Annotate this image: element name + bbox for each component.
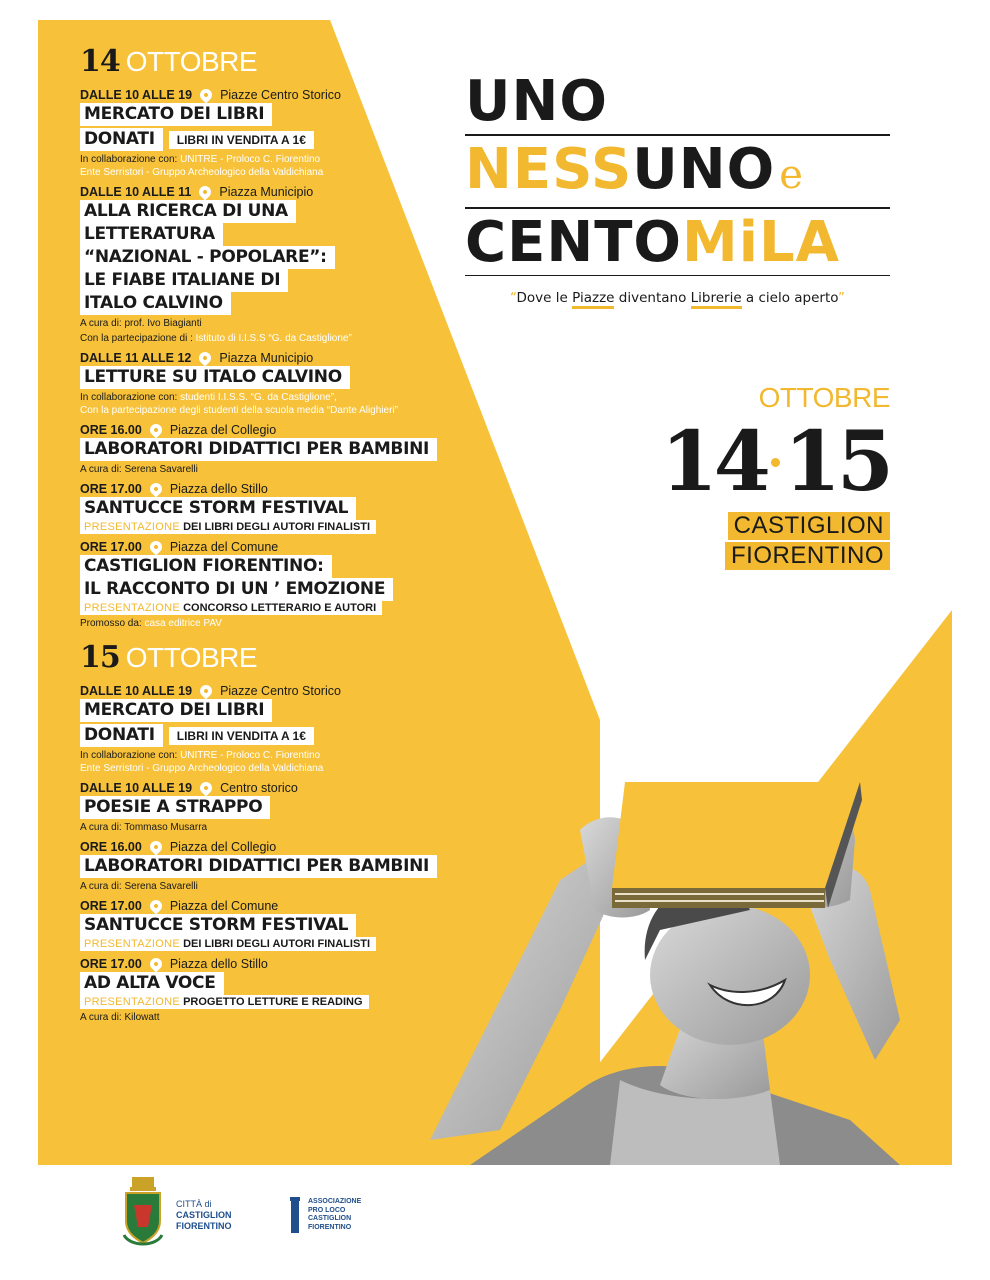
location-pin-icon xyxy=(198,780,215,797)
divider xyxy=(465,207,890,209)
location-pin-icon xyxy=(147,422,164,439)
event-title: POESIE A STRAPPO xyxy=(80,796,270,819)
event-place: Piazza Municipio xyxy=(219,185,314,199)
city-crest-icon xyxy=(120,1175,166,1255)
day-heading-15 xyxy=(80,640,600,675)
presentation-line: PRESENTAZIONE DEI LIBRI DEGLI AUTORI FINALISTI xyxy=(80,520,376,534)
event-santucce-14 xyxy=(80,481,600,534)
event-laboratori-15 xyxy=(80,839,600,893)
event-credit: In collaborazione con: UNITRE - Proloco C. Fiorentino Ente Serristori - Gruppo Archeologico della Valdichiana xyxy=(80,750,324,774)
divider xyxy=(465,275,890,276)
event-poesie-strappo xyxy=(80,780,600,834)
event-credit: A cura di: Tommaso Musarra xyxy=(80,822,208,833)
location-pin-icon xyxy=(197,184,214,201)
location-pin-icon xyxy=(147,898,164,915)
city-logo xyxy=(120,1175,232,1255)
event-title: ALLA RICERCA DI UNA xyxy=(80,200,296,223)
event-place: Piazze Centro Storico xyxy=(220,684,341,698)
event-place: Piazza Municipio xyxy=(219,351,314,365)
event-title: LETTURE SU ITALO CALVINO xyxy=(80,366,350,389)
event-title: SANTUCCE STORM FESTIVAL xyxy=(80,914,356,937)
event-time: DALLE 11 ALLE 12 xyxy=(80,351,192,365)
event-title: CASTIGLION FIORENTINO: xyxy=(80,555,332,578)
event-laboratori-14 xyxy=(80,422,600,476)
event-place: Piazza del Collegio xyxy=(169,423,277,437)
presentation-line: PRESENTAZIONE PROGETTO LETTURE E READING xyxy=(80,995,369,1009)
tower-icon xyxy=(288,1195,302,1235)
event-time: ORE 16.00 xyxy=(80,423,142,437)
event-time: ORE 17.00 xyxy=(80,899,142,913)
town-name: FIORENTINO xyxy=(725,542,890,570)
price-tag: LIBRI IN VENDITA A 1€ xyxy=(169,727,314,745)
divider xyxy=(465,134,890,136)
event-title: AD ALTA VOCE xyxy=(80,972,224,995)
proloco-logo-text: ASSOCIAZIONE PRO LOCO CASTIGLION FIORENTINO xyxy=(308,1198,362,1231)
event-place: Piazza dello Stillo xyxy=(169,482,268,496)
event-place: Centro storico xyxy=(220,781,298,795)
event-place: Piazza dello Stillo xyxy=(169,957,268,971)
date-block xyxy=(640,382,890,570)
day-number: 15 xyxy=(80,640,120,675)
event-title: “NAZIONAL - POPOLARE”: xyxy=(80,246,335,269)
event-title: IL RACCONTO DI UN ’ EMOZIONE xyxy=(80,578,393,601)
event-time: ORE 17.00 xyxy=(80,540,142,554)
date-month: OTTOBRE xyxy=(758,382,890,413)
event-title: MERCATO DEI LIBRI xyxy=(80,103,272,126)
day-month: OTTOBRE xyxy=(125,642,258,673)
location-pin-icon xyxy=(147,539,164,556)
city-logo-text: CITTÀ di CASTIGLION FIORENTINO xyxy=(176,1198,232,1231)
event-credit: A cura di: Kilowatt xyxy=(80,1012,160,1023)
event-time: ORE 17.00 xyxy=(80,957,142,971)
event-title: MERCATO DEI LIBRI xyxy=(80,699,272,722)
presentation-line: PRESENTAZIONE DEI LIBRI DEGLI AUTORI FINALISTI xyxy=(80,937,376,951)
event-letture-calvino xyxy=(80,350,600,417)
location-pin-icon xyxy=(147,839,164,856)
event-title: LABORATORI DIDATTICI PER BAMBINI xyxy=(80,855,437,878)
location-pin-icon xyxy=(147,956,164,973)
event-title: LE FIABE ITALIANE DI xyxy=(80,269,288,292)
festival-title xyxy=(465,69,895,306)
event-time: DALLE 10 ALLE 19 xyxy=(80,88,193,102)
location-pin-icon xyxy=(198,683,215,700)
event-place: Piazze Centro Storico xyxy=(220,88,341,102)
title-line-2: NESSUNO e xyxy=(465,137,804,202)
event-place: Piazza del Comune xyxy=(169,899,279,913)
event-racconto-emozione xyxy=(80,539,600,630)
event-credit: A cura di: Serena Savarelli xyxy=(80,464,198,475)
event-santucce-15 xyxy=(80,898,600,951)
location-pin-icon xyxy=(198,87,215,104)
event-credit: In collaborazione con: studenti I.I.S.S. “G. da Castiglione”, Con la partecipazione degli studenti della scuola media “Dante Alighieri” xyxy=(80,392,398,416)
event-time: DALLE 10 ALLE 11 xyxy=(80,185,192,199)
event-title-cont: DONATI xyxy=(80,724,163,747)
event-title: SANTUCCE STORM FESTIVAL xyxy=(80,497,356,520)
event-place: Piazza del Comune xyxy=(169,540,279,554)
event-credit: Promosso da: casa editrice PAV xyxy=(80,618,222,629)
title-line-1: UNO xyxy=(465,69,608,134)
event-place: Piazza del Collegio xyxy=(169,840,277,854)
event-time: ORE 17.00 xyxy=(80,482,142,496)
event-title: ITALO CALVINO xyxy=(80,292,231,315)
event-ad-alta-voce xyxy=(80,956,600,1024)
dot-separator xyxy=(771,458,780,467)
day-month: OTTOBRE xyxy=(125,46,258,77)
event-credit: A cura di: Serena Savarelli xyxy=(80,881,198,892)
event-title: LETTERATURA xyxy=(80,223,223,246)
proloco-logo xyxy=(288,1195,361,1235)
event-title-cont: DONATI xyxy=(80,128,163,151)
location-pin-icon xyxy=(147,481,164,498)
title-line-3: CENTOMiLA xyxy=(465,210,840,275)
town-name: CASTIGLION xyxy=(728,512,890,540)
price-tag: LIBRI IN VENDITA A 1€ xyxy=(169,131,314,149)
yellow-book xyxy=(612,782,860,888)
event-credit: In collaborazione con: UNITRE - Proloco C. Fiorentino Ente Serristori - Gruppo Archeologico della Valdichiana xyxy=(80,154,324,178)
event-mercato-libri-15 xyxy=(80,683,600,775)
day-number: 14 xyxy=(80,44,120,79)
event-title: LABORATORI DIDATTICI PER BAMBINI xyxy=(80,438,437,461)
date-days: 14 15 xyxy=(660,414,890,510)
event-credit: A cura di: prof. Ivo Biagianti xyxy=(80,318,202,329)
event-time: ORE 16.00 xyxy=(80,840,142,854)
event-credit: Con la partecipazione di : Istituto di I.I.S.S “G. da Castiglione” xyxy=(80,333,352,344)
event-time: DALLE 10 ALLE 19 xyxy=(80,684,193,698)
event-time: DALLE 10 ALLE 19 xyxy=(80,781,193,795)
presentation-line: PRESENTAZIONE CONCORSO LETTERARIO E AUTORI xyxy=(80,601,382,615)
location-pin-icon xyxy=(197,350,214,367)
tagline: “Dove le Piazze diventano Librerie a cielo aperto” xyxy=(465,290,890,306)
